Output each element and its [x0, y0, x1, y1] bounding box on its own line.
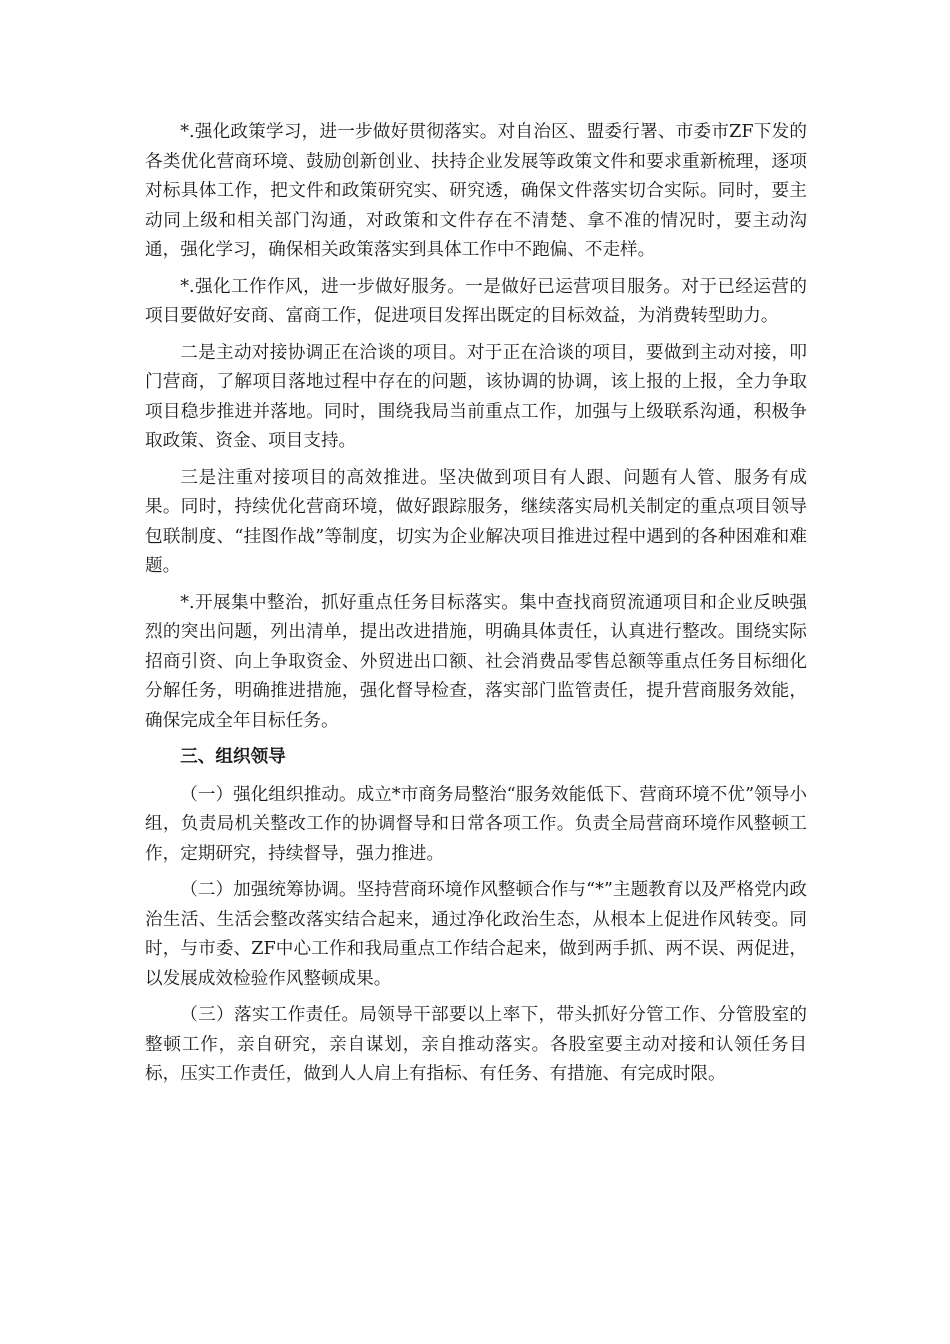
paragraph-project-coordination: 二是主动对接协调正在洽谈的项目。对于正在洽谈的项目，要做到主动对接，叩门营商，了解项目落地过程中存在的问题，该协调的协调，该上报的上报，全力争取项目稳步推进并落地。同时，围绕我局当前重点工作，加强与上级联系沟通，积极争取政策、资金、项目支持。 [145, 342, 807, 451]
section-heading-organization: 三、组织领导 [180, 747, 286, 767]
paragraph-organization-promotion: （一）强化组织推动。成立*市商务局整治“服务效能低下、营商环境不优”领导小组，负责局机关整改工作的协调督导和日常各项工作。负责全局营商环境作风整顿工作，定期研究，持续督导，强力推进。 [145, 784, 807, 864]
paragraph-project-advancement: 三是注重对接项目的高效推进。坚决做到项目有人跟、问题有人管、服务有成果。同时，持续优化营商环境，做好跟踪服务，继续落实局机关制定的重点项目领导包联制度、“挂图作战”等制度，切实为企业解决项目推进过程中遇到的各种困难和难题。 [145, 467, 807, 576]
paragraph-responsibility: （三）落实工作责任。局领导干部要以上率下，带头抓好分管工作、分管股室的整顿工作，亲自研究，亲自谋划，亲自推动落实。各股室要主动对接和认领任务目标，压实工作责任，做到人人肩上有指标、有任务、有措施、有完成时限。 [145, 1005, 807, 1084]
paragraph-policy-study: *.强化政策学习，进一步做好贯彻落实。对自治区、盟委行署、市委市ZF下发的各类优化营商环境、鼓励创新创业、扶持企业发展等政策文件和要求重新梳理，逐项对标具体工作，把文件和政策研究实、研究透，确保文件落实切合实际。同时，要主动同上级和相关部门沟通，对政策和文件存在不清楚、拿不准的情况时，要主动沟通，强化学习，确保相关政策落实到具体工作中不跑偏、不走样。 [145, 122, 807, 260]
paragraph-work-style: *.强化工作作风，进一步做好服务。一是做好已运营项目服务。对于已经运营的项目要做好安商、富商工作，促进项目发挥出既定的目标效益，为消费转型助力。 [145, 276, 807, 326]
paragraph-centralized-rectification: *.开展集中整治，抓好重点任务目标落实。集中查找商贸流通项目和企业反映强烈的突出问题，列出清单，提出改进措施，明确具体责任，认真进行整改。围绕实际招商引资、向上争取资金、外贸进出口额、社会消费品零售总额等重点任务目标细化分解任务，明确推进措施，强化督导检查，落实部门监管责任，提升营商服务效能，确保完成全年目标任务。 [145, 592, 807, 731]
paragraph-coordination: （二）加强统筹协调。坚持营商环境作风整顿合作与“*”主题教育以及严格党内政治生活、生活会整改落实结合起来，通过净化政治生态，从根本上促进作风转变。同时，与市委、ZF中心工作和我局重点工作结合起来，做到两手抓、两不误、两促进，以发展成效检验作风整顿成果。 [145, 880, 807, 989]
document-body [145, 118, 807, 1097]
